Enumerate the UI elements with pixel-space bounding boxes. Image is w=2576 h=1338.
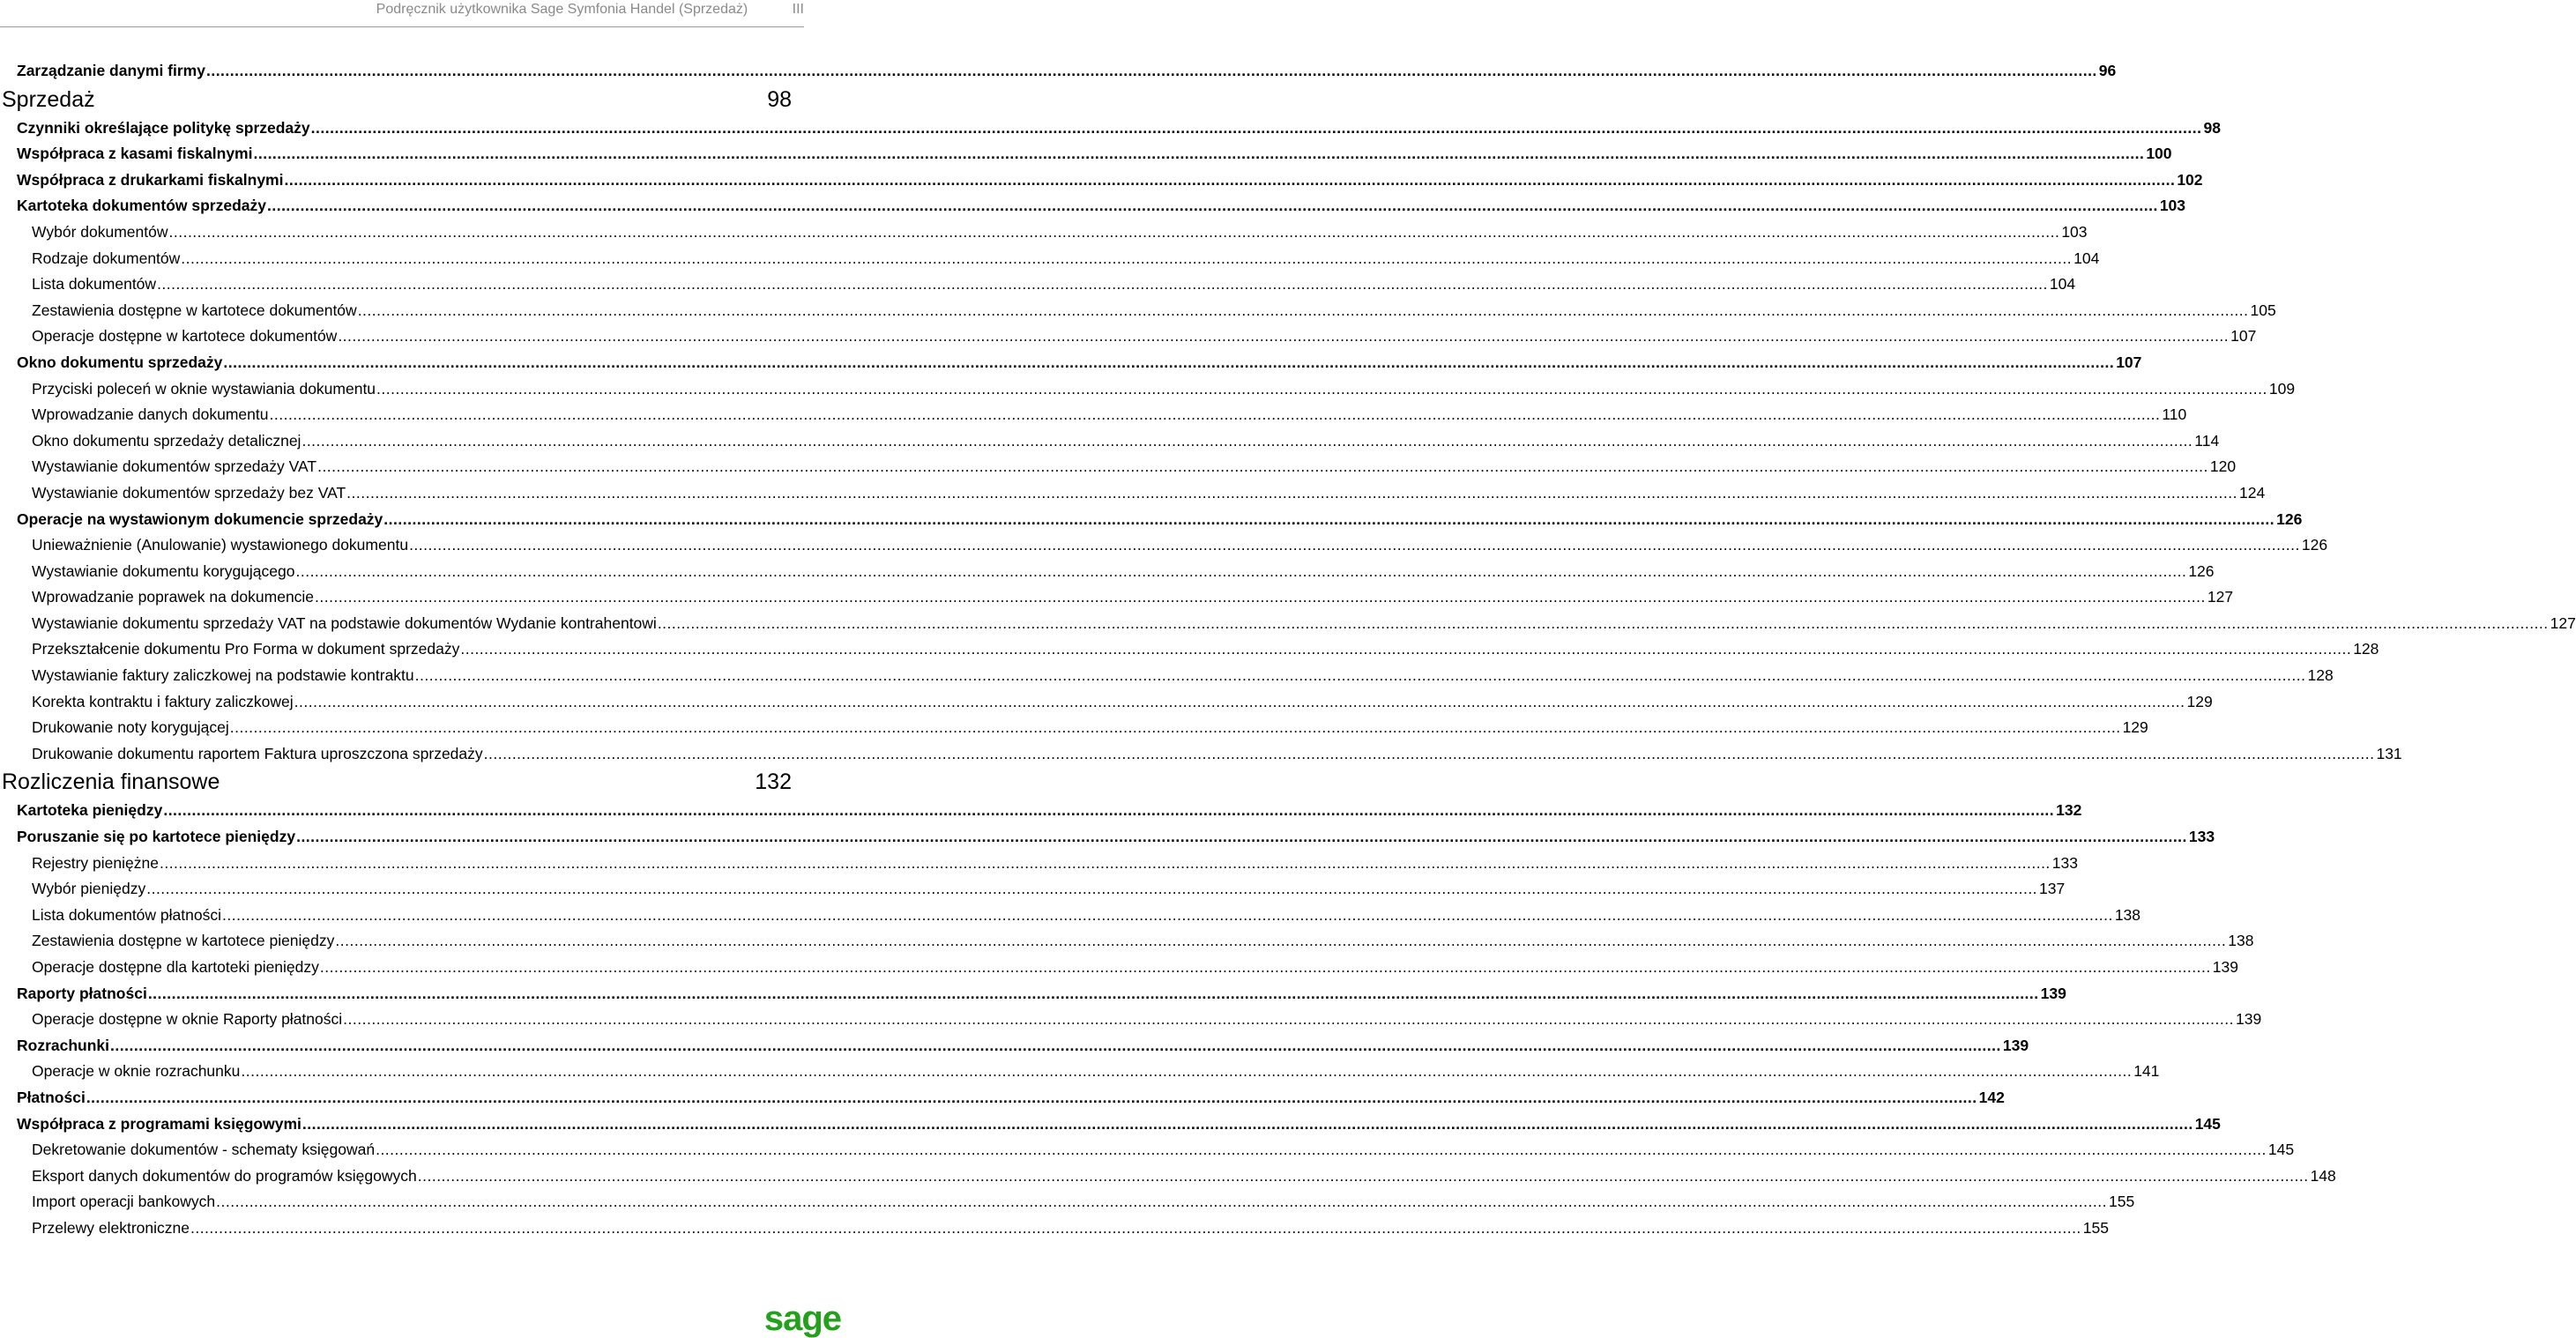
toc-entry-title: Poruszanie się po kartotece pieniędzy: [17, 828, 296, 846]
toc-entry[interactable]: [0, 851, 2078, 877]
dot-leader: ................................................................................................................................................................................................................................................................................................................................................................................................................: [357, 301, 2249, 319]
toc-chapter[interactable]: [0, 767, 792, 798]
toc-entry-title: Wybór dokumentów: [32, 222, 168, 241]
toc-entry[interactable]: [0, 454, 2237, 480]
toc-page-number: 133: [2188, 828, 2215, 846]
toc-entry-title: Zarządzanie danymi firmy: [17, 62, 205, 79]
toc-entry-title: Okno dokumentu sprzedaży: [17, 353, 223, 371]
toc-page-number: 132: [2056, 801, 2082, 820]
toc-entry-title: Unieważnienie (Anulowanie) wystawionego dokumentu: [32, 536, 409, 554]
toc-page-number: 100: [2146, 145, 2172, 163]
toc-entry-title: Raporty płatności: [17, 984, 147, 1002]
toc-entry[interactable]: [0, 741, 2402, 768]
toc-entry[interactable]: [0, 955, 2238, 981]
dot-leader: ................................................................................................................................................................................................................................................................................................................................................................................................................: [157, 275, 2048, 294]
toc-page-number: 145: [2194, 1114, 2221, 1133]
toc-page-number: 132: [755, 769, 792, 795]
toc-page-number: 103: [2061, 222, 2088, 241]
toc-entry-title: Zestawienia dostępne w kartotece pieniędzy: [32, 932, 335, 950]
toc-entry-title: Import operacji bankowych: [32, 1193, 216, 1211]
toc-page-number: 102: [2177, 170, 2203, 189]
toc-page-number: 98: [767, 86, 792, 112]
toc-page-number: 110: [2162, 405, 2187, 424]
toc-page-number: 103: [2159, 197, 2186, 215]
toc-entry[interactable]: [0, 1163, 2336, 1190]
dot-leader: ................................................................................................................................................................................................................................................................................................................................................................................................................: [346, 483, 2237, 502]
toc-entry-title: Wystawianie dokumentów sprzedaży bez VAT: [32, 483, 346, 502]
toc-page-number: 155: [2108, 1193, 2135, 1211]
page-number: III: [792, 2, 804, 17]
toc-page-number: 120: [2209, 457, 2237, 476]
dot-leader: ................................................................................................................................................................................................................................................................................................................................................................................................................: [110, 1036, 2001, 1054]
toc-entry[interactable]: [0, 824, 2215, 851]
dot-leader: ................................................................................................................................................................................................................................................................................................................................................................................................................: [253, 145, 2145, 163]
toc-entry-title: Okno dokumentu sprzedaży detalicznej: [32, 431, 302, 450]
toc-entry-title: Rodzaje dokumentów: [32, 249, 181, 267]
toc-entry[interactable]: [0, 1007, 2262, 1033]
toc-entry-title: Lista dokumentów płatności: [32, 905, 221, 924]
dot-leader: ................................................................................................................................................................................................................................................................................................................................................................................................................: [146, 880, 2038, 898]
dot-leader: ................................................................................................................................................................................................................................................................................................................................................................................................................: [376, 1141, 2267, 1159]
dot-leader: ................................................................................................................................................................................................................................................................................................................................................................................................................: [417, 1166, 2309, 1185]
dot-leader: ................................................................................................................................................................................................................................................................................................................................................................................................................: [163, 801, 2055, 820]
toc-entry[interactable]: [0, 903, 2141, 929]
toc-entry[interactable]: [0, 981, 2066, 1007]
toc-page-number: 138: [2228, 932, 2254, 950]
dot-leader: ................................................................................................................................................................................................................................................................................................................................................................................................................: [221, 905, 2113, 924]
toc-entry[interactable]: [0, 611, 2576, 637]
toc-page-number: 128: [2307, 666, 2334, 685]
toc-entry[interactable]: [0, 689, 2213, 716]
toc-page-number: 141: [2133, 1062, 2160, 1081]
toc-page-number: 155: [2082, 1218, 2109, 1237]
toc-entry-title: Operacje dostępne dla kartoteki pieniędzy: [32, 958, 319, 976]
toc-page-number: 139: [2002, 1036, 2029, 1054]
toc-entry[interactable]: [0, 323, 2257, 350]
toc-entry-title: Rejestry pieniężne: [32, 853, 159, 872]
toc-entry-title: Wystawianie dokumentu sprzedaży VAT na podstawie dokumentów Wydanie kontrahentowi: [32, 613, 657, 632]
toc-entry[interactable]: [0, 271, 2076, 298]
toc-entry-title: Eksport danych dokumentów do programów księgowych: [32, 1166, 417, 1185]
toc-entry[interactable]: [0, 193, 2186, 219]
toc-entry-title: Wystawianie dokumentu korygującego: [32, 561, 295, 580]
toc-entry-title: Lista dokumentów: [32, 275, 157, 294]
toc-entry-title: Przyciski poleceń w oknie wystawiania dokumentu: [32, 379, 376, 398]
toc-entry-title: Płatności: [17, 1088, 86, 1106]
toc-entry[interactable]: [0, 559, 2215, 585]
toc-page-number: 139: [2235, 1010, 2262, 1029]
dot-leader: ................................................................................................................................................................................................................................................................................................................................................................................................................: [338, 327, 2230, 346]
toc-page-number: 131: [2376, 744, 2402, 762]
toc-entry-title: Drukowanie noty korygującej: [32, 718, 229, 737]
toc-page-number: 104: [2073, 249, 2100, 267]
toc-entry[interactable]: [0, 928, 2254, 955]
toc-page-number: 109: [2268, 379, 2296, 398]
toc-entry[interactable]: [0, 1059, 2160, 1085]
toc-entry-title: Operacje dostępne w oknie Raporty płatności: [32, 1010, 343, 1029]
dot-leader: ................................................................................................................................................................................................................................................................................................................................................................................................................: [269, 405, 2161, 424]
dot-leader: ................................................................................................................................................................................................................................................................................................................................................................................................................: [409, 536, 2300, 554]
dot-leader: ................................................................................................................................................................................................................................................................................................................................................................................................................: [295, 561, 2187, 580]
dot-leader: ................................................................................................................................................................................................................................................................................................................................................................................................................: [319, 958, 2211, 976]
toc-page-number: 129: [2122, 718, 2148, 737]
toc-page-number: 107: [2230, 327, 2257, 346]
toc-entry[interactable]: [0, 507, 2303, 533]
toc-entry[interactable]: [0, 1215, 2109, 1242]
dot-leader: ................................................................................................................................................................................................................................................................................................................................................................................................................: [168, 222, 2060, 241]
dot-leader: ................................................................................................................................................................................................................................................................................................................................................................................................................: [216, 1193, 2107, 1211]
page-header: [0, 0, 804, 21]
toc-page-number: 104: [2049, 275, 2076, 294]
toc-entry-title: Współpraca z programami księgowymi: [17, 1114, 302, 1133]
toc-entry[interactable]: [0, 715, 2148, 741]
toc-entry[interactable]: [0, 480, 2266, 507]
toc-page-number: 137: [2039, 880, 2066, 898]
toc-entry-title: Dekretowanie dokumentów - schematy księgowań: [32, 1141, 376, 1159]
dot-leader: ................................................................................................................................................................................................................................................................................................................................................................................................................: [296, 828, 2187, 846]
dot-leader: ................................................................................................................................................................................................................................................................................................................................................................................................................: [460, 640, 2352, 658]
toc-entry[interactable]: [0, 876, 2066, 903]
toc-entry-title: Przelewy elektroniczne: [32, 1218, 190, 1237]
dot-leader: ................................................................................................................................................................................................................................................................................................................................................................................................................: [376, 379, 2267, 398]
toc-page-number: 126: [2276, 509, 2303, 528]
dot-leader: ................................................................................................................................................................................................................................................................................................................................................................................................................: [229, 718, 2121, 737]
dot-leader: ................................................................................................................................................................................................................................................................................................................................................................................................................: [414, 666, 2306, 685]
toc-entry[interactable]: [0, 246, 2100, 272]
dot-leader: ................................................................................................................................................................................................................................................................................................................................................................................................................: [483, 744, 2375, 762]
toc-page-number: 133: [2051, 853, 2078, 872]
toc-entry[interactable]: [0, 141, 2172, 167]
toc-entry-title: Przekształcenie dokumentu Pro Forma w dokument sprzedaży: [32, 640, 460, 658]
dot-leader: ................................................................................................................................................................................................................................................................................................................................................................................................................: [266, 197, 2158, 215]
toc-entry[interactable]: [0, 1189, 2135, 1215]
dot-leader: ................................................................................................................................................................................................................................................................................................................................................................................................................: [310, 118, 2202, 137]
toc-entry-title: Sprzedaż: [2, 86, 95, 112]
dot-leader: ................................................................................................................................................................................................................................................................................................................................................................................................................: [147, 984, 2039, 1002]
toc-entry[interactable]: [0, 798, 2082, 824]
dot-leader: ................................................................................................................................................................................................................................................................................................................................................................................................................: [86, 1088, 1977, 1106]
toc-entry-title: Wprowadzanie poprawek na dokumencie: [32, 588, 315, 606]
toc-entry-title: Czynniki określające politykę sprzedaży: [17, 118, 310, 137]
toc-entry-title: Korekta kontraktu i faktury zaliczkowej: [32, 692, 294, 710]
toc-entry[interactable]: [0, 663, 2334, 689]
toc-entry-title: Wystawianie dokumentów sprzedaży VAT: [32, 457, 317, 476]
toc-page-number: 129: [2186, 692, 2213, 710]
header-rule: [0, 26, 804, 27]
toc-page-number: 142: [1978, 1088, 2005, 1106]
dot-leader: ................................................................................................................................................................................................................................................................................................................................................................................................................: [315, 588, 2206, 606]
dot-leader: ................................................................................................................................................................................................................................................................................................................................................................................................................: [302, 431, 2193, 450]
toc-page-number: 124: [2238, 483, 2266, 502]
dot-leader: ................................................................................................................................................................................................................................................................................................................................................................................................................: [657, 613, 2549, 632]
toc-page-number: 96: [2098, 62, 2117, 79]
toc-entry[interactable]: [0, 428, 2220, 455]
dot-leader: ................................................................................................................................................................................................................................................................................................................................................................................................................: [383, 509, 2275, 528]
toc-entry-title: Operacje na wystawionym dokumencie sprzedaży: [17, 509, 383, 528]
toc-entry[interactable]: [0, 58, 2117, 85]
toc-page-number: 139: [2212, 958, 2238, 976]
toc-entry[interactable]: [0, 1137, 2295, 1163]
toc-entry[interactable]: [0, 402, 2187, 428]
toc-chapter[interactable]: [0, 85, 792, 115]
dot-leader: ................................................................................................................................................................................................................................................................................................................................................................................................................: [159, 853, 2051, 872]
dot-leader: ................................................................................................................................................................................................................................................................................................................................................................................................................: [294, 692, 2185, 710]
toc-page-number: 148: [2310, 1166, 2336, 1185]
toc-entry-title: Wprowadzanie danych dokumentu: [32, 405, 269, 424]
toc-page-number: 127: [2207, 588, 2234, 606]
dot-leader: ................................................................................................................................................................................................................................................................................................................................................................................................................: [181, 249, 2073, 267]
dot-leader: ................................................................................................................................................................................................................................................................................................................................................................................................................: [190, 1218, 2081, 1237]
dot-leader: ................................................................................................................................................................................................................................................................................................................................................................................................................: [302, 1114, 2193, 1133]
toc-entry[interactable]: [0, 584, 2234, 611]
toc-entry-title: Kartoteka dokumentów sprzedaży: [17, 197, 266, 215]
toc-entry[interactable]: [0, 636, 2379, 663]
toc-entry-title: Rozliczenia finansowe: [2, 769, 220, 795]
document-title: Podręcznik użytkownika Sage Symfonia Handel (Sprzedaż): [376, 2, 748, 17]
toc-page-number: 126: [2301, 536, 2328, 554]
toc-entry[interactable]: [0, 115, 2221, 142]
toc-page-number: 107: [2116, 353, 2142, 371]
dot-leader: ................................................................................................................................................................................................................................................................................................................................................................................................................: [317, 457, 2208, 476]
toc-page-number: 138: [2114, 905, 2141, 924]
toc-entry-title: Wybór pieniędzy: [32, 880, 146, 898]
dot-leader: ................................................................................................................................................................................................................................................................................................................................................................................................................: [205, 62, 2097, 79]
toc-entry[interactable]: [0, 219, 2088, 246]
table-of-contents: [0, 58, 2576, 1242]
toc-entry-title: Wystawianie faktury zaliczkowej na podstawie kontraktu: [32, 666, 414, 685]
toc-entry[interactable]: [0, 1033, 2029, 1059]
toc-entry[interactable]: [0, 1085, 2005, 1111]
toc-entry[interactable]: [0, 376, 2296, 403]
toc-entry[interactable]: [0, 1111, 2221, 1138]
toc-entry[interactable]: [0, 350, 2142, 376]
toc-page-number: 128: [2353, 640, 2379, 658]
toc-entry-title: Operacje w oknie rozrachunku: [32, 1062, 241, 1081]
toc-page-number: 145: [2267, 1141, 2295, 1159]
toc-entry-title: Kartoteka pieniędzy: [17, 801, 163, 820]
toc-entry-title: Współpraca z kasami fiskalnymi: [17, 145, 253, 163]
toc-entry[interactable]: [0, 167, 2203, 194]
toc-page-number: 139: [2040, 984, 2066, 1002]
sage-logo: sage: [763, 1299, 841, 1338]
toc-entry[interactable]: [0, 532, 2328, 559]
dot-leader: ................................................................................................................................................................................................................................................................................................................................................................................................................: [284, 170, 2176, 189]
toc-entry-title: Zestawienia dostępne w kartotece dokumentów: [32, 301, 357, 319]
toc-page-number: 114: [2194, 431, 2220, 450]
dot-leader: ................................................................................................................................................................................................................................................................................................................................................................................................................: [223, 353, 2115, 371]
dot-leader: ................................................................................................................................................................................................................................................................................................................................................................................................................: [335, 932, 2227, 950]
toc-entry-title: Operacje dostępne w kartotece dokumentów: [32, 327, 338, 346]
dot-leader: ................................................................................................................................................................................................................................................................................................................................................................................................................: [241, 1062, 2133, 1081]
toc-entry[interactable]: [0, 298, 2276, 324]
dot-leader: ................................................................................................................................................................................................................................................................................................................................................................................................................: [343, 1010, 2234, 1029]
toc-page-number: 105: [2250, 301, 2276, 319]
toc-page-number: 127: [2550, 613, 2576, 632]
toc-page-number: 98: [2203, 118, 2221, 137]
toc-entry-title: Rozrachunki: [17, 1036, 110, 1054]
toc-entry-title: Drukowanie dokumentu raportem Faktura uproszczona sprzedaży: [32, 744, 483, 762]
toc-page-number: 126: [2188, 561, 2215, 580]
toc-entry-title: Współpraca z drukarkami fiskalnymi: [17, 170, 284, 189]
